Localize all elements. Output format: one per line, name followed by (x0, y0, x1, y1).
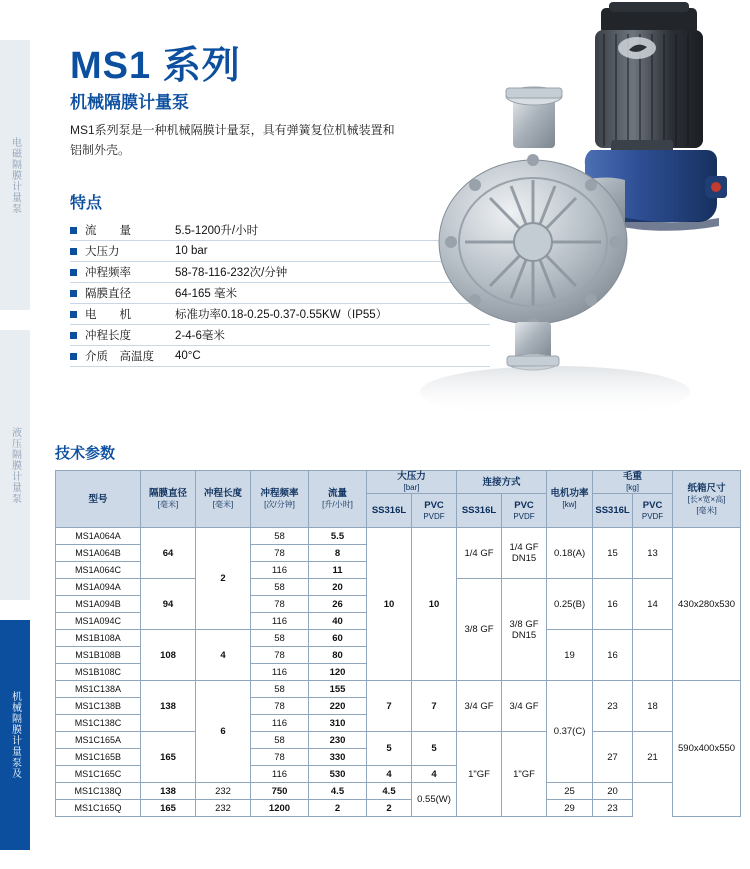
cell-pressure-ss: 7 (367, 681, 412, 732)
feature-value: 58-78-116-232次/分钟 (175, 267, 288, 279)
cell-model: MS1B108C (56, 664, 141, 681)
cell-frequency: 116 (251, 766, 309, 783)
cell-flow: 310 (309, 715, 367, 732)
cell-model: MS1C165Q (56, 800, 141, 817)
cell-motor: 0.25(B) (547, 579, 593, 630)
th-pressure-pvc: PVC PVDF (412, 494, 457, 528)
cell-flow: 1200 (251, 800, 309, 817)
feature-value: 40°C (175, 350, 201, 362)
th-weight-ss: SS316L (593, 494, 633, 528)
feature-key: 大压力 (85, 246, 120, 258)
cell-weight-ss: 29 (547, 800, 593, 817)
page-subtitle: 机械隔膜计量泵 (70, 93, 189, 112)
cell-diaphragm: 138 (141, 681, 196, 732)
cell-weight-pvc: 13 (633, 528, 673, 579)
cell-model: MS1C165C (56, 766, 141, 783)
feature-value: 10 bar (175, 245, 208, 257)
cell-motor: 0.37(C) (547, 681, 593, 783)
cell-model: MS1A064B (56, 545, 141, 562)
th-stroke-length: 冲程长度 [毫米] (196, 471, 251, 528)
feature-value: 5.5-1200升/小时 (175, 225, 259, 237)
cell-weight-ss: 25 (547, 783, 593, 800)
cell-pressure-ss: 4 (367, 766, 412, 783)
cell-flow: 155 (309, 681, 367, 698)
th-motor-power: 电机功率 [kw] (547, 471, 593, 528)
cell-pressure-pvc: 10 (412, 528, 457, 681)
square-bullet-icon (70, 290, 77, 297)
feature-key: 流 量 (85, 225, 131, 237)
cell-model: MS1C138A (56, 681, 141, 698)
th-connection: 连接方式 (457, 471, 547, 494)
features-heading: 特点 (70, 195, 103, 212)
feature-key: 冲程长度 (85, 330, 131, 342)
square-bullet-icon (70, 269, 77, 276)
cell-stroke-length: 6 (196, 681, 251, 783)
cell-motor: 0.55(W) (412, 783, 457, 817)
th-flow: 流量 [升/小时] (309, 471, 367, 528)
cell-model: MS1A094A (56, 579, 141, 596)
cell-flow: 5.5 (309, 528, 367, 545)
cell-diaphragm: 138 (141, 783, 196, 800)
cell-stroke-length: 2 (196, 528, 251, 630)
th-pressure: 大压力 [bar] (367, 471, 457, 494)
cell-conn-pvc: 3/4 GF (502, 681, 547, 732)
cell-diaphragm: 94 (141, 579, 196, 630)
cell-frequency: 116 (251, 613, 309, 630)
table-row (56, 800, 741, 817)
cell-flow: 330 (309, 749, 367, 766)
cell-frequency: 78 (251, 749, 309, 766)
cell-flow: 11 (309, 562, 367, 579)
rail-item-label: 机械隔膜计量泵及 (9, 691, 21, 779)
feature-key: 冲程频率 (85, 267, 131, 279)
feature-value: 64-165 毫米 (175, 288, 238, 300)
cell-weight-ss: 16 (593, 579, 633, 630)
cell-flow: 26 (309, 596, 367, 613)
cell-pressure-ss: 10 (367, 528, 412, 681)
cell-conn-pvc: 1/4 GF DN15 (502, 528, 547, 579)
cell-weight-pvc: 16 (593, 630, 633, 681)
cell-weight-ss: 27 (593, 732, 633, 783)
cell-model: MS1C165B (56, 749, 141, 766)
cell-frequency: 78 (251, 698, 309, 715)
cell-pressure-ss: 5 (367, 732, 412, 766)
cell-frequency: 116 (251, 715, 309, 732)
cell-frequency: 58 (251, 579, 309, 596)
cell-weight-ss: 19 (547, 630, 593, 681)
th-conn-pvc: PVC PVDF (502, 494, 547, 528)
cell-frequency: 78 (251, 647, 309, 664)
cell-frequency: 58 (251, 528, 309, 545)
cell-flow: 750 (251, 783, 309, 800)
cell-frequency: 232 (196, 783, 251, 800)
feature-key: 隔膜直径 (85, 288, 131, 300)
cell-frequency: 78 (251, 545, 309, 562)
cell-weight-pvc: 18 (633, 681, 673, 732)
product-photo (405, 0, 750, 430)
cell-flow: 120 (309, 664, 367, 681)
rail-item-electromagnetic[interactable] (0, 40, 30, 310)
cell-motor: 0.18(A) (547, 528, 593, 579)
cell-conn-ss: 1"GF (457, 732, 502, 817)
square-bullet-icon (70, 227, 77, 234)
square-bullet-icon (70, 332, 77, 339)
rail-item-hydraulic[interactable] (0, 330, 30, 600)
th-model: 型号 (56, 471, 141, 528)
square-bullet-icon (70, 248, 77, 255)
cell-model: MS1C138B (56, 698, 141, 715)
rail-item-mechanical[interactable] (0, 620, 30, 850)
cell-pressure-pvc: 2 (367, 800, 412, 817)
cell-pressure-pvc: 4 (412, 766, 457, 783)
cell-flow: 8 (309, 545, 367, 562)
feature-key: 介质 高温度 (85, 351, 154, 363)
feature-key: 电 机 (85, 309, 131, 321)
cell-frequency: 78 (251, 596, 309, 613)
cell-carton: 430x280x530 (673, 528, 741, 681)
table-row (56, 783, 741, 800)
cell-model: MS1B108A (56, 630, 141, 647)
cell-flow: 220 (309, 698, 367, 715)
cell-weight-ss: 23 (593, 681, 633, 732)
cell-model: MS1A094C (56, 613, 141, 630)
cell-diaphragm: 64 (141, 528, 196, 579)
feature-value: 2-4-6毫米 (175, 330, 225, 342)
cell-conn-pvc: 3/8 GF DN15 (502, 579, 547, 681)
cell-conn-ss: 1/4 GF (457, 528, 502, 579)
cell-diaphragm: 108 (141, 630, 196, 681)
cell-diaphragm: 165 (141, 800, 196, 817)
table-row (56, 681, 741, 698)
cell-flow: 530 (309, 766, 367, 783)
th-weight: 毛重 [kg] (593, 471, 673, 494)
cell-model: MS1C165A (56, 732, 141, 749)
cell-model: MS1A064C (56, 562, 141, 579)
cell-pressure-pvc: 4.5 (367, 783, 412, 800)
th-diaphragm: 隔膜直径 [毫米] (141, 471, 196, 528)
th-stroke-frequency: 冲程频率 [次/分钟] (251, 471, 309, 528)
cell-frequency: 116 (251, 664, 309, 681)
cell-flow: 40 (309, 613, 367, 630)
square-bullet-icon (70, 311, 77, 318)
cell-weight-pvc: 14 (633, 579, 673, 630)
cell-frequency: 232 (196, 800, 251, 817)
cell-pressure-pvc: 7 (412, 681, 457, 732)
cell-conn-ss: 3/4 GF (457, 681, 502, 732)
cell-model: MS1B108B (56, 647, 141, 664)
rail-item-label: 液压隔膜计量泵 (9, 426, 21, 504)
cell-model: MS1A064A (56, 528, 141, 545)
spec-table (55, 470, 741, 817)
cell-weight-pvc: 20 (593, 783, 633, 800)
page-description: MS1系列泵是一种机械隔膜计量泵，具有弹簧复位机械装置和铝制外壳。 (70, 123, 395, 157)
cell-conn-pvc: 1"GF (502, 732, 547, 817)
square-bullet-icon (70, 353, 77, 360)
table-row (56, 528, 741, 545)
cell-frequency: 58 (251, 630, 309, 647)
cell-frequency: 58 (251, 732, 309, 749)
th-carton-size: 纸箱尺寸 [长×宽×高] [毫米] (673, 471, 741, 528)
cell-weight-pvc: 21 (633, 732, 673, 783)
cell-frequency: 116 (251, 562, 309, 579)
cell-weight-pvc: 23 (593, 800, 633, 817)
th-pressure-ss: SS316L (367, 494, 412, 528)
cell-flow: 60 (309, 630, 367, 647)
feature-value: 标准功率0.18-0.25-0.37-0.55KW（IP55） (175, 309, 388, 321)
cell-flow: 230 (309, 732, 367, 749)
cell-conn-ss: 3/8 GF (457, 579, 502, 681)
th-conn-ss: SS316L (457, 494, 502, 528)
cell-flow: 80 (309, 647, 367, 664)
cell-model: MS1C138Q (56, 783, 141, 800)
cell-model: MS1C138C (56, 715, 141, 732)
cell-model: MS1A094B (56, 596, 141, 613)
th-weight-pvc: PVC PVDF (633, 494, 673, 528)
cell-pressure-pvc: 5 (412, 732, 457, 766)
page-title: MS1 系列 (70, 45, 241, 87)
side-rail (0, 0, 30, 869)
cell-carton: 590x400x550 (673, 681, 741, 817)
rail-item-label: 电磁隔膜计量泵 (9, 136, 21, 214)
cell-stroke-length: 4 (196, 630, 251, 681)
cell-pressure-ss: 2 (309, 800, 367, 817)
cell-frequency: 58 (251, 681, 309, 698)
table-row (56, 732, 741, 749)
cell-weight-ss: 15 (593, 528, 633, 579)
cell-flow: 20 (309, 579, 367, 596)
cell-diaphragm: 165 (141, 732, 196, 783)
spec-heading: 技术参数 (55, 445, 116, 462)
cell-pressure-ss: 4.5 (309, 783, 367, 800)
